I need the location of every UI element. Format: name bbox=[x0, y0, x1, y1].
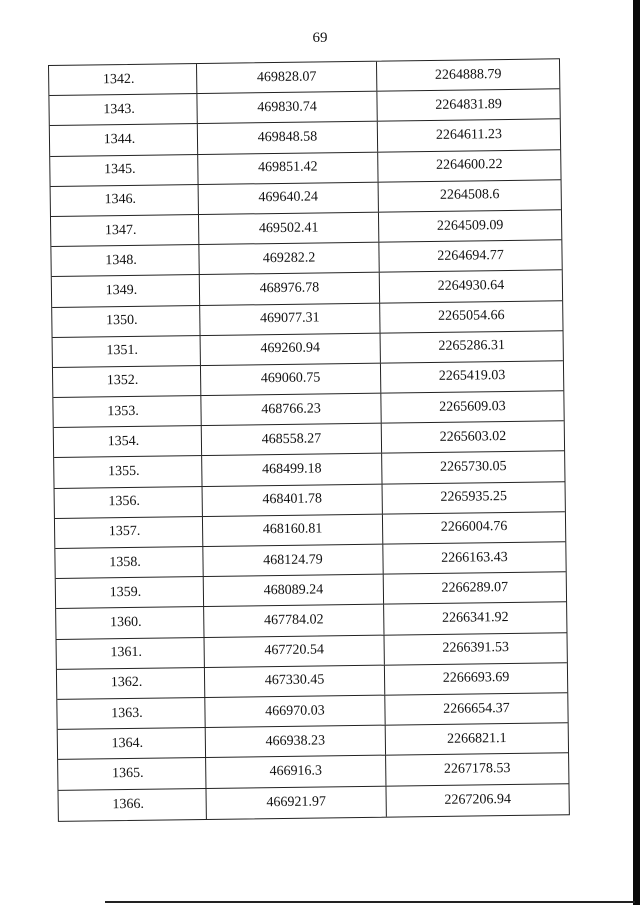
row-number-cell: 1343. bbox=[49, 94, 197, 125]
row-number-cell: 1355. bbox=[54, 456, 202, 487]
y-coordinate-cell: 2266821.1 bbox=[447, 730, 507, 747]
x-coordinate-cell: 467720.54 bbox=[205, 635, 385, 667]
row-number-cell: 1361. bbox=[57, 638, 205, 669]
x-coordinate-cell: 466970.03 bbox=[205, 696, 385, 728]
scan-edge-right bbox=[633, 0, 640, 905]
x-coordinate-cell: 469060.75 bbox=[201, 364, 381, 396]
y-coordinate-cell: 2266693.69 bbox=[442, 670, 510, 687]
row-number-cell: 1362. bbox=[57, 668, 205, 699]
y-coordinate-cell: 2265730.05 bbox=[439, 459, 507, 475]
y-coordinate-cell: 2264694.77 bbox=[437, 247, 504, 264]
x-coordinate-cell: 468089.24 bbox=[204, 575, 384, 607]
x-coordinate-cell: 469830.74 bbox=[197, 92, 377, 124]
y-coordinate-cell: 2266341.92 bbox=[441, 609, 509, 626]
x-coordinate-cell: 468160.81 bbox=[203, 514, 383, 546]
x-coordinate-cell: 469640.24 bbox=[199, 182, 379, 214]
row-number-cell: 1354. bbox=[54, 426, 202, 457]
x-coordinate-cell: 468401.78 bbox=[203, 484, 383, 516]
x-coordinate-cell: 469502.41 bbox=[199, 213, 379, 245]
row-number-cell: 1360. bbox=[56, 607, 204, 638]
x-coordinate-cell: 467784.02 bbox=[204, 605, 384, 637]
x-coordinate-cell: 468124.79 bbox=[203, 545, 383, 577]
y-coordinate-cell: 2267206.94 bbox=[444, 791, 511, 808]
row-number-cell: 1350. bbox=[52, 306, 200, 337]
row-number-cell: 1363. bbox=[57, 698, 205, 729]
x-coordinate-cell: 469848.58 bbox=[198, 122, 378, 154]
y-coordinate-cell: 2266391.53 bbox=[442, 640, 510, 657]
row-number-cell: 1352. bbox=[53, 366, 201, 397]
row-number-cell: 1349. bbox=[52, 275, 200, 306]
y-coordinate-cell: 2264888.79 bbox=[434, 66, 502, 83]
x-coordinate-cell: 466938.23 bbox=[206, 726, 386, 758]
row-number-cell: 1351. bbox=[53, 336, 201, 367]
row-number-cell: 1348. bbox=[51, 245, 199, 276]
x-coordinate-cell: 468558.27 bbox=[202, 424, 382, 456]
x-coordinate-cell: 469851.42 bbox=[198, 152, 378, 184]
y-coordinate-cell: 2266163.43 bbox=[441, 549, 508, 566]
y-coordinate-cell: 2264930.64 bbox=[437, 277, 505, 294]
y-coordinate-cell: 2265286.31 bbox=[438, 338, 506, 355]
x-coordinate-cell: 468499.18 bbox=[202, 454, 382, 486]
row-number-cell: 1344. bbox=[50, 124, 198, 155]
row-number-cell: 1365. bbox=[58, 758, 206, 789]
row-number-cell: 1357. bbox=[55, 517, 203, 548]
y-coordinate-cell: 2264508.6 bbox=[439, 187, 500, 204]
y-coordinate-cell: 2264611.23 bbox=[435, 127, 503, 143]
row-number-cell: 1366. bbox=[58, 788, 206, 820]
x-coordinate-cell: 469828.07 bbox=[197, 62, 377, 94]
row-number-cell: 1359. bbox=[56, 577, 204, 608]
x-coordinate-cell: 469282.2 bbox=[199, 243, 379, 275]
row-number-cell: 1364. bbox=[58, 728, 206, 759]
row-number-cell: 1346. bbox=[51, 185, 199, 216]
coordinates-table bbox=[48, 58, 570, 821]
y-coordinate-cell: 2265419.03 bbox=[438, 368, 506, 385]
x-coordinate-cell: 468766.23 bbox=[201, 394, 381, 426]
y-coordinate-cell: 2264509.09 bbox=[436, 217, 504, 234]
x-coordinate-cell: 468976.78 bbox=[200, 273, 380, 305]
row-number-cell: 1342. bbox=[49, 64, 197, 95]
y-coordinate-cell: 2265609.03 bbox=[439, 398, 506, 415]
table-row bbox=[58, 784, 568, 821]
x-coordinate-cell: 469077.31 bbox=[200, 303, 380, 335]
row-number-cell: 1356. bbox=[55, 487, 203, 518]
y-coordinate-cell: 2265603.02 bbox=[439, 428, 507, 445]
row-number-cell: 1345. bbox=[50, 155, 198, 186]
scan-edge-bottom bbox=[105, 901, 635, 903]
y-coordinate-cell: 2265935.25 bbox=[440, 489, 508, 506]
y-coordinate-cell: 2266004.76 bbox=[440, 519, 508, 536]
x-coordinate-cell: 469260.94 bbox=[201, 333, 381, 365]
x-coordinate-cell: 466916.3 bbox=[206, 756, 386, 788]
y-coordinate-cell: 2266654.37 bbox=[443, 700, 510, 717]
row-number-cell: 1353. bbox=[53, 396, 201, 427]
y-coordinate-cell: 2264831.89 bbox=[435, 96, 502, 113]
page-number: 69 bbox=[312, 30, 328, 46]
x-coordinate-cell: 466921.97 bbox=[206, 786, 386, 819]
row-number-cell: 1347. bbox=[51, 215, 199, 246]
y-coordinate-cell: 2266289.07 bbox=[441, 579, 509, 596]
x-coordinate-cell: 467330.45 bbox=[205, 665, 385, 697]
row-number-cell: 1358. bbox=[55, 547, 203, 578]
y-coordinate-cell: 2265054.66 bbox=[437, 308, 505, 325]
y-coordinate-cell: 2267178.53 bbox=[443, 760, 511, 777]
y-coordinate-cell: 2264600.22 bbox=[436, 157, 503, 174]
